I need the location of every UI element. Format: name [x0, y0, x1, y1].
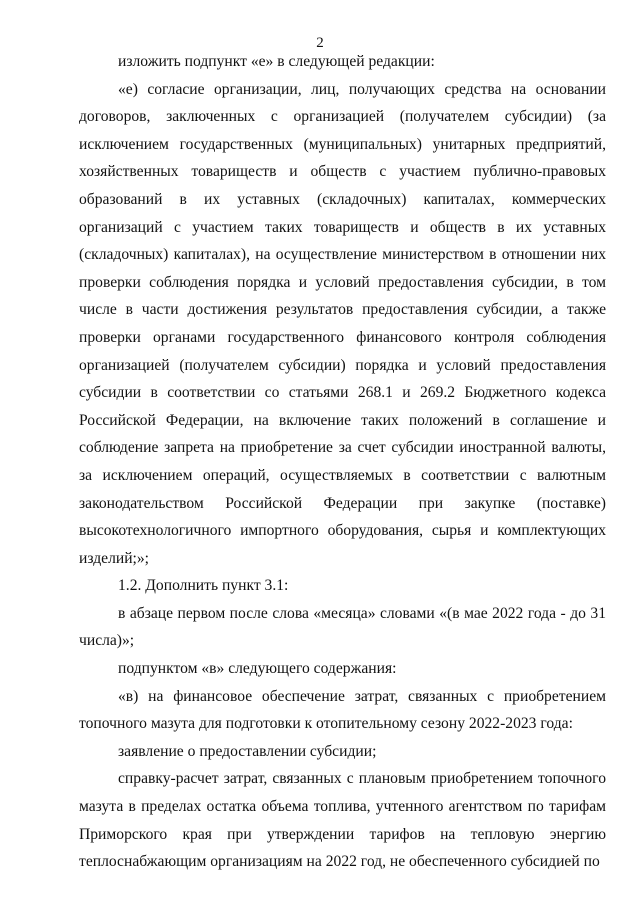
- paragraph-amend-intro: изложить подпункт «е» в следующей редакции:: [118, 53, 435, 70]
- paragraph-application: заявление о предоставлении субсидии;: [118, 742, 377, 760]
- paragraph-subclause-e: «е) согласие организации, лиц, получающих средства на основании договоров, заключенных с организацией (получателем субсидии) (за исключением государственных (муниципальных) унитарных предприятий, хозяйственных товариществ и обществ с участием публично-правовых образований в их уставных (складочных) капиталах, коммерческих организаций с участием таких товариществ и обществ в их уставных (складочных) капиталах), на осуществление министерством в отношении них проверки соблюдения порядка и условий предоставления субсидии, в том числе в части достижения результатов предоставления субсидии, а также проверки органами государственного финансового контроля соблюдения организацией (получателем субсидии) порядка и условий предоставления субсидии в соответствии со статьями 268.1 и 269.2 Бюджетного кодекса Российской Федерации, на включение таких положений в соглашение и соблюдение запрета на приобретение за счет субсидии иностранной валюты, за исключением операций, осуществляемых в соответствии с валютным законодательством Российской Федерации при закупке (поставке) высокотехнологичного импортного оборудования, сырья и комплектующих изделий;»;: [79, 80, 606, 567]
- paragraph-first-abzac: в абзаце первом после слова «месяца» словами «(в мае 2022 года - до 31 числа)»;: [79, 604, 606, 650]
- paragraph-cost-calculation: справку-расчет затрат, связанных с плановым приобретением топочного мазута в пределах остатка объема топлива, учтенного агентством по тарифам Приморского края при утверждении тарифов на тепловую энергию теплоснабжающим организациям на 2022 год, не обеспеченного субсидией по: [79, 770, 606, 871]
- paragraph-subclause-v: «в) на финансовое обеспечение затрат, связанных с приобретением топочного мазута для подготовки к отопительному сезону 2022-2023 года:: [79, 687, 606, 733]
- page-number: 2: [316, 35, 324, 51]
- document-body: [79, 48, 606, 876]
- paragraph-item-1-2: 1.2. Дополнить пункт 3.1:: [118, 577, 289, 595]
- paragraph-subclause-v-intro: подпунктом «в» следующего содержания:: [118, 660, 397, 678]
